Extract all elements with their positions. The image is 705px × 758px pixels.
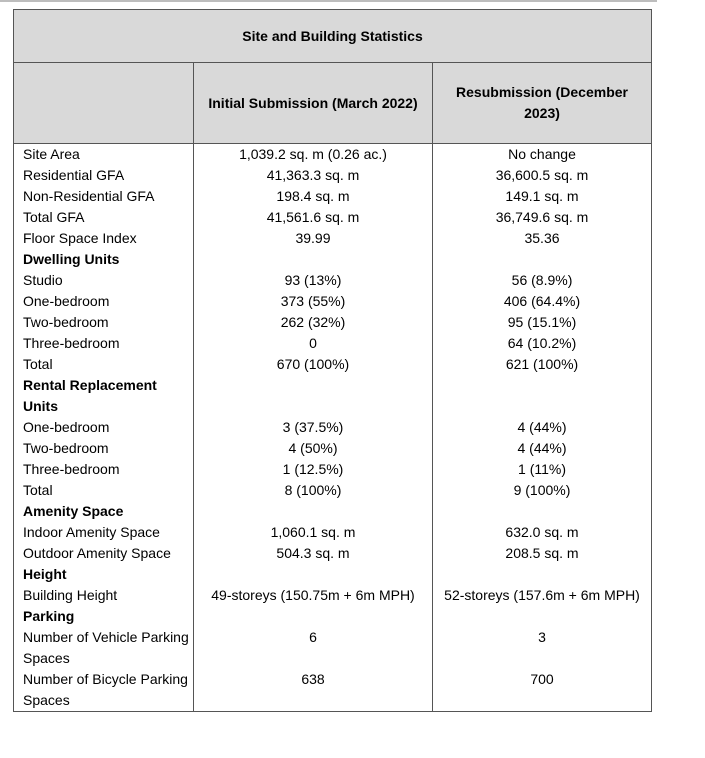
resubmission-value: 700 xyxy=(433,669,652,712)
resubmission-value: 36,600.5 sq. m xyxy=(433,165,652,186)
initial-value: 6 xyxy=(194,627,433,669)
initial-value: 4 (50%) xyxy=(194,438,433,459)
section-heading: Amenity Space xyxy=(14,501,194,522)
row-label: Non-Residential GFA xyxy=(14,186,194,207)
initial-value xyxy=(194,501,433,522)
resubmission-value: 632.0 sq. m xyxy=(433,522,652,543)
table-row xyxy=(14,186,652,207)
resubmission-value xyxy=(433,606,652,627)
table-row xyxy=(14,627,652,669)
row-label: One-bedroom xyxy=(14,291,194,312)
row-label: Residential GFA xyxy=(14,165,194,186)
section-row xyxy=(14,564,652,585)
header-row xyxy=(14,63,652,144)
row-label: Total xyxy=(14,480,194,501)
row-label: Number of Vehicle Parking Spaces xyxy=(14,627,194,669)
row-label: Building Height xyxy=(14,585,194,606)
resubmission-value: 3 xyxy=(433,627,652,669)
row-label: Two-bedroom xyxy=(14,312,194,333)
section-heading: Parking xyxy=(14,606,194,627)
header-empty-cell xyxy=(14,63,194,144)
resubmission-value: 406 (64.4%) xyxy=(433,291,652,312)
resubmission-value: 1 (11%) xyxy=(433,459,652,480)
table-row xyxy=(14,543,652,564)
resubmission-value: 56 (8.9%) xyxy=(433,270,652,291)
table-row xyxy=(14,270,652,291)
resubmission-value xyxy=(433,564,652,585)
row-label: Total GFA xyxy=(14,207,194,228)
initial-value: 1 (12.5%) xyxy=(194,459,433,480)
initial-value: 93 (13%) xyxy=(194,270,433,291)
initial-value: 638 xyxy=(194,669,433,712)
initial-value xyxy=(194,606,433,627)
resubmission-value: 64 (10.2%) xyxy=(433,333,652,354)
row-label: One-bedroom xyxy=(14,417,194,438)
initial-value: 670 (100%) xyxy=(194,354,433,375)
table-row xyxy=(14,480,652,501)
resubmission-value: No change xyxy=(433,144,652,166)
initial-value: 373 (55%) xyxy=(194,291,433,312)
section-row xyxy=(14,501,652,522)
initial-value: 0 xyxy=(194,333,433,354)
resubmission-value: 9 (100%) xyxy=(433,480,652,501)
table-row xyxy=(14,291,652,312)
row-label: Total xyxy=(14,354,194,375)
initial-value: 8 (100%) xyxy=(194,480,433,501)
resubmission-value xyxy=(433,375,652,417)
table-row xyxy=(14,354,652,375)
section-row xyxy=(14,249,652,270)
section-row xyxy=(14,606,652,627)
initial-value: 3 (37.5%) xyxy=(194,417,433,438)
row-label: Two-bedroom xyxy=(14,438,194,459)
table-title: Site and Building Statistics xyxy=(14,10,652,63)
row-label: Three-bedroom xyxy=(14,459,194,480)
table-row xyxy=(14,228,652,249)
row-label: Studio xyxy=(14,270,194,291)
initial-value: 1,039.2 sq. m (0.26 ac.) xyxy=(194,144,433,166)
resubmission-value: 4 (44%) xyxy=(433,438,652,459)
initial-value: 41,561.6 sq. m xyxy=(194,207,433,228)
row-label: Three-bedroom xyxy=(14,333,194,354)
table-row xyxy=(14,669,652,712)
resubmission-value: 35.36 xyxy=(433,228,652,249)
resubmission-value: 149.1 sq. m xyxy=(433,186,652,207)
section-row xyxy=(14,375,652,417)
section-heading: Rental Replacement Units xyxy=(14,375,194,417)
column-header-resubmission: Resubmission (December 2023) xyxy=(433,63,652,144)
table-row xyxy=(14,585,652,606)
resubmission-value xyxy=(433,249,652,270)
table-row xyxy=(14,165,652,186)
resubmission-value: 4 (44%) xyxy=(433,417,652,438)
resubmission-value: 208.5 sq. m xyxy=(433,543,652,564)
table-row xyxy=(14,438,652,459)
initial-value: 49-storeys (150.75m + 6m MPH) xyxy=(194,585,433,606)
table-row xyxy=(14,417,652,438)
table-row xyxy=(14,207,652,228)
resubmission-value: 52-storeys (157.6m + 6m MPH) xyxy=(433,585,652,606)
initial-value: 39.99 xyxy=(194,228,433,249)
title-row xyxy=(14,10,652,63)
initial-value xyxy=(194,564,433,585)
resubmission-value: 95 (15.1%) xyxy=(433,312,652,333)
section-heading: Dwelling Units xyxy=(14,249,194,270)
resubmission-value xyxy=(433,501,652,522)
initial-value: 504.3 sq. m xyxy=(194,543,433,564)
row-label: Number of Bicycle Parking Spaces xyxy=(14,669,194,712)
initial-value: 41,363.3 sq. m xyxy=(194,165,433,186)
column-header-initial: Initial Submission (March 2022) xyxy=(194,63,433,144)
table-row xyxy=(14,522,652,543)
row-label: Site Area xyxy=(14,144,194,166)
initial-value xyxy=(194,249,433,270)
resubmission-value: 621 (100%) xyxy=(433,354,652,375)
row-label: Floor Space Index xyxy=(14,228,194,249)
row-label: Indoor Amenity Space xyxy=(14,522,194,543)
row-label: Outdoor Amenity Space xyxy=(14,543,194,564)
initial-value: 1,060.1 sq. m xyxy=(194,522,433,543)
resubmission-value: 36,749.6 sq. m xyxy=(433,207,652,228)
top-rule xyxy=(0,0,657,2)
site-building-statistics-table xyxy=(13,9,652,712)
initial-value xyxy=(194,375,433,417)
initial-value: 198.4 sq. m xyxy=(194,186,433,207)
initial-value: 262 (32%) xyxy=(194,312,433,333)
table-row xyxy=(14,144,652,166)
table-row xyxy=(14,459,652,480)
table-row xyxy=(14,333,652,354)
table-row xyxy=(14,312,652,333)
section-heading: Height xyxy=(14,564,194,585)
